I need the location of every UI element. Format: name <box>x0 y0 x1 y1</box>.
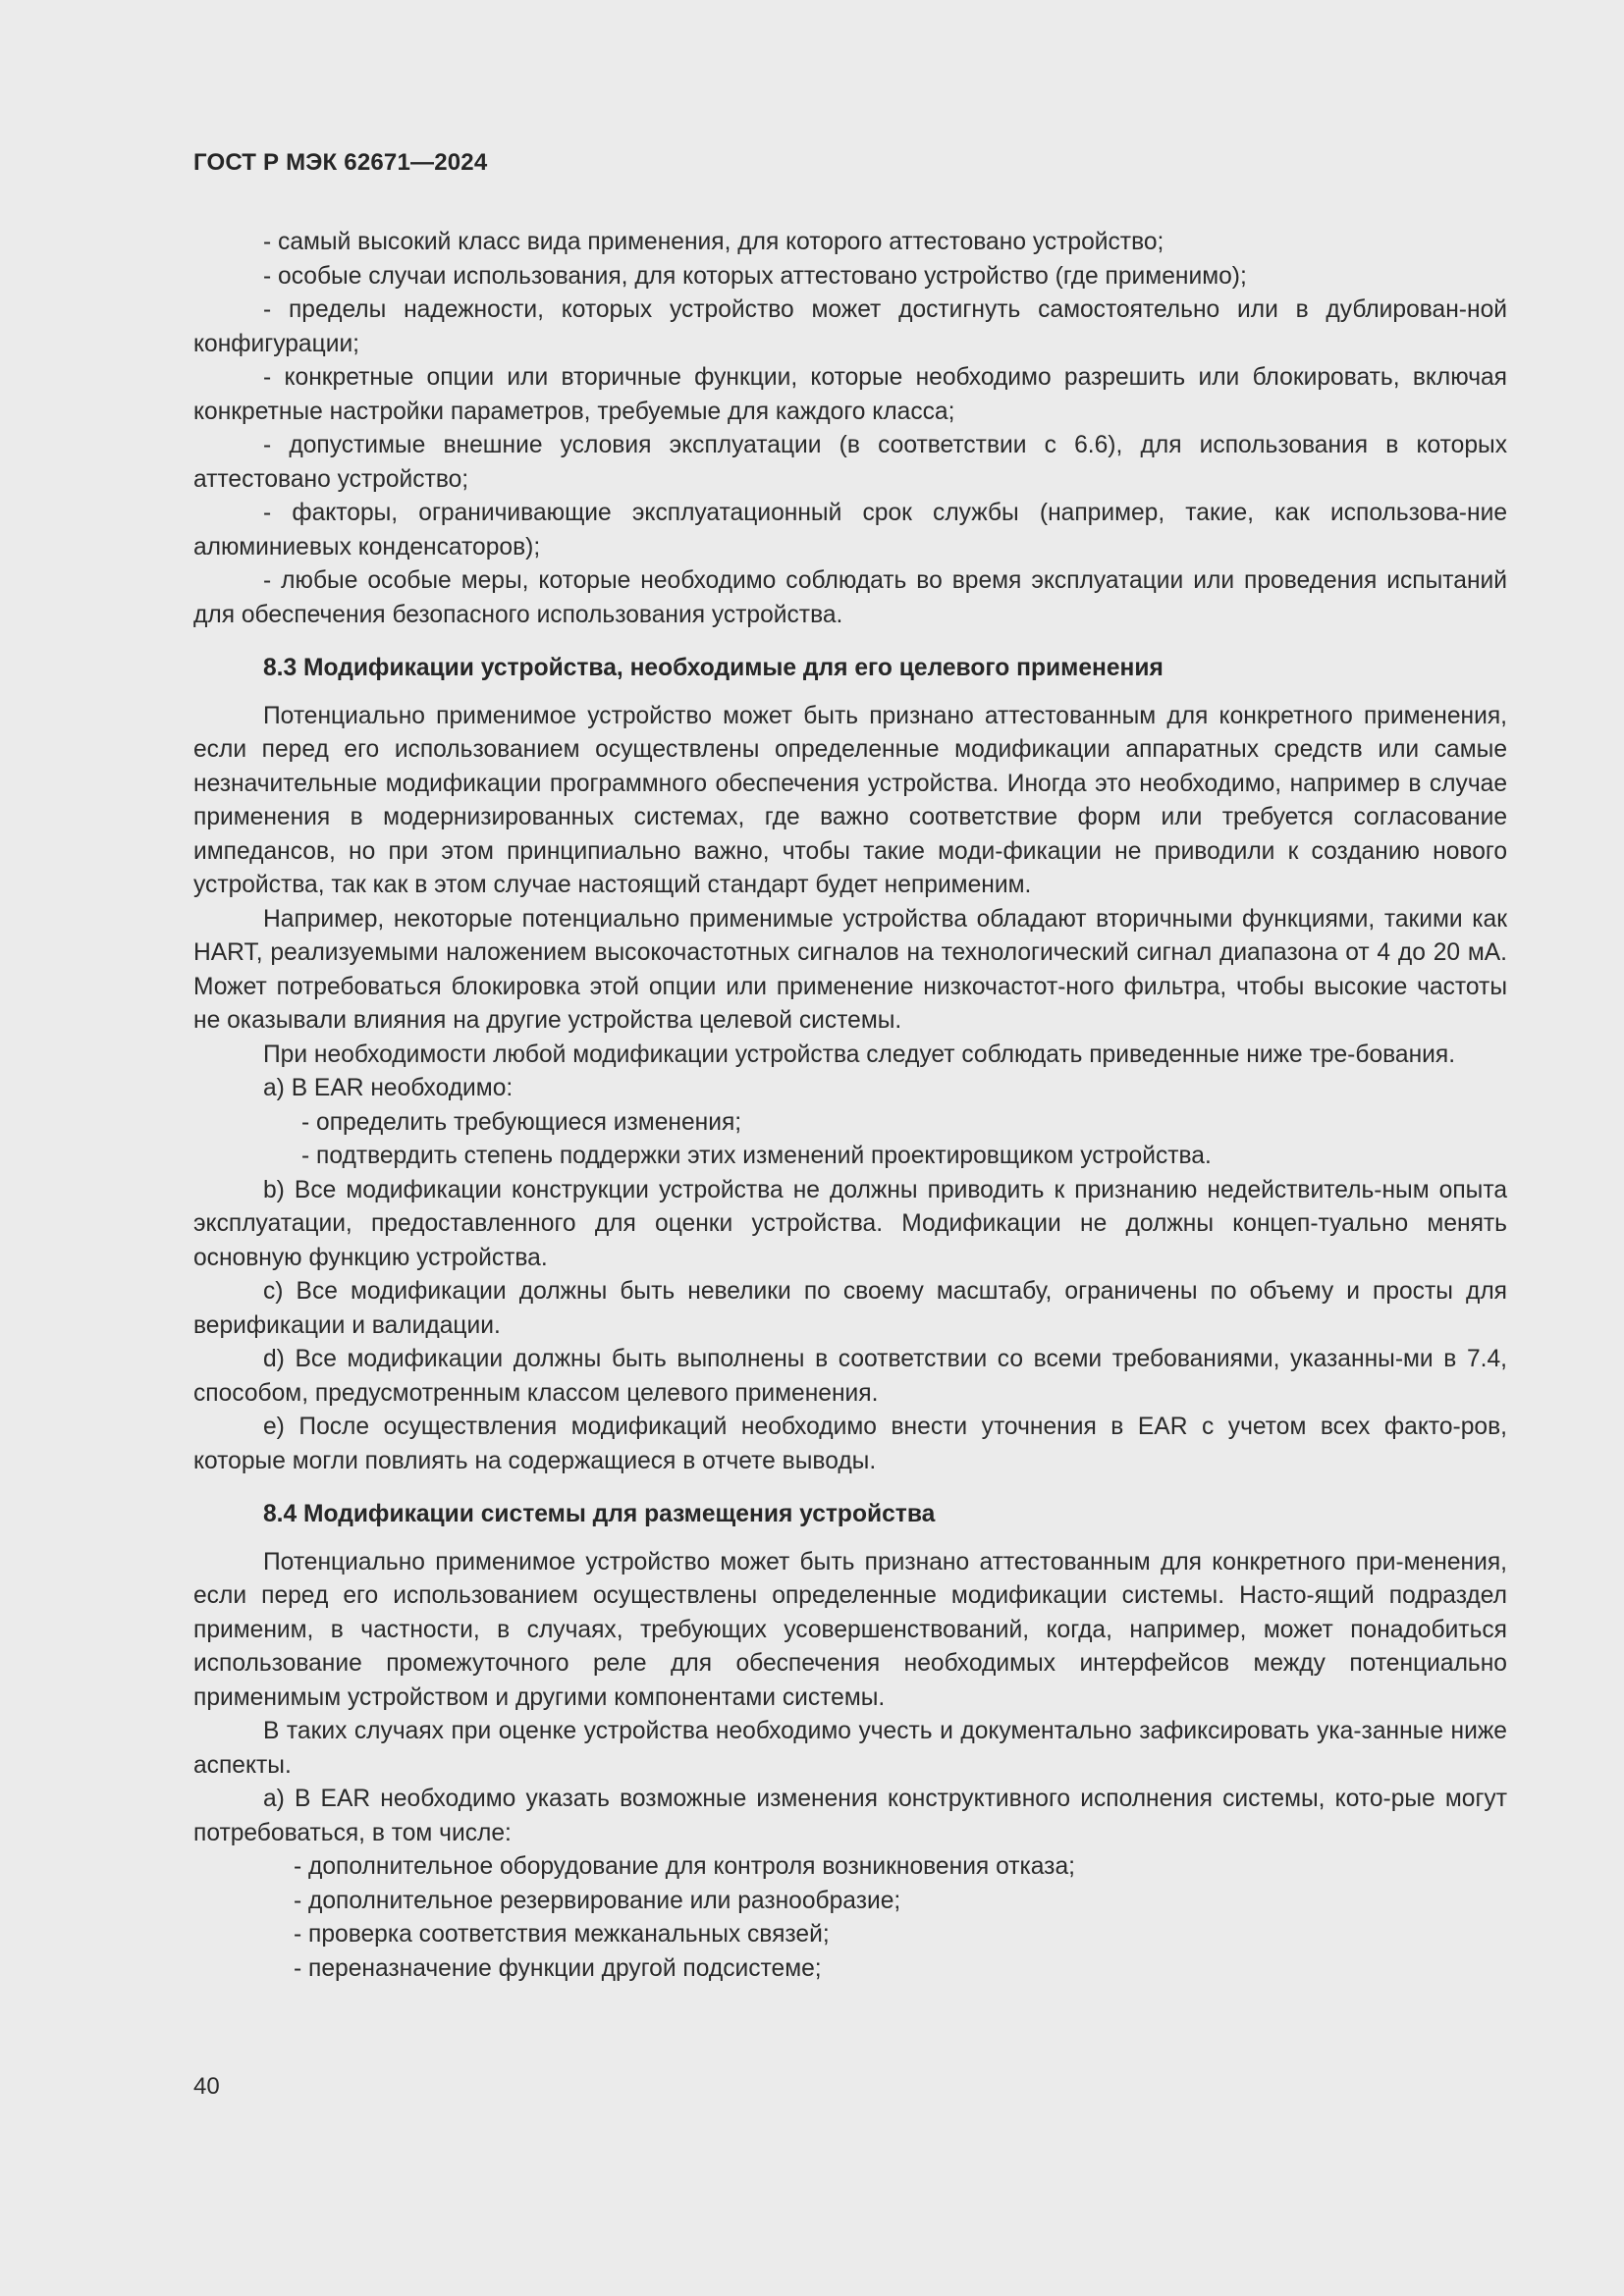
list-item: - любые особые меры, которые необходимо соблюдать во время эксплуатации или проведения испытаний для обеспечения безопасного использования устройства. <box>193 567 1507 628</box>
sub-list-item: - определить требующиеся изменения; <box>301 1108 742 1136</box>
enumerated-item-c: c) Все модификации должны быть невелики по своему масштабу, ограничены по объему и просты для верификации и валидации. <box>193 1278 1507 1339</box>
enumerated-item-d: d) Все модификации должны быть выполнены в соответствии со всеми требованиями, указанны-ми в 7.4, способом, предусмотренным классом целевого применения. <box>193 1346 1507 1407</box>
sub-list-item: - дополнительное резервирование или разнообразие; <box>294 1887 901 1914</box>
paragraph: Потенциально применимое устройство может быть признано аттестованным для конкретного применения, если перед его использованием осуществлены определенные модификации аппаратных средств или самые незначительные модификации программного обеспечения устройства. Иногда это необходимо, например в случае применения в модернизированных системах, где важно соответствие форм или требуется согласование импедансов, но при этом принципиально важно, чтобы такие моди-фикации не приводили к созданию нового устройства, так как в этом случае настоящий стандарт будет неприменим. <box>193 702 1507 898</box>
list-item: - допустимые внешние условия эксплуатации (в соответствии с 6.6), для использования в которых аттестовано устройство; <box>193 432 1507 493</box>
enumerated-item-a: а) В EAR необходимо: <box>263 1075 514 1101</box>
list-item: - конкретные опции или вторичные функции, которые необходимо разрешить или блокировать, включая конкретные настройки параметров, требуемые для каждого класса; <box>193 364 1507 425</box>
sub-list-item: - подтвердить степень поддержки этих изменений проектировщиком устройства. <box>301 1143 1212 1169</box>
enumerated-item-a: а) В EAR необходимо указать возможные изменения конструктивного исполнения системы, кото-рые могут потребоваться, в том числе: <box>193 1786 1507 1846</box>
document-page <box>193 0 1507 2296</box>
page-content <box>193 226 1507 1986</box>
standard-header: ГОСТ Р МЭК 62671—2024 <box>193 149 488 176</box>
paragraph: В таких случаях при оценке устройства необходимо учесть и документально зафиксировать ука-занные ниже аспекты. <box>193 1718 1507 1779</box>
list-item: - факторы, ограничивающие эксплуатационный срок службы (например, такие, как использова-ние алюминиевых конденсаторов); <box>193 500 1507 561</box>
enumerated-item-e: e) После осуществления модификаций необходимо внести уточнения в EAR с учетом всех факто-ров, которые могли повлиять на содержащиеся в отчете выводы. <box>193 1414 1507 1474</box>
page-number: 40 <box>193 2073 220 2100</box>
sub-list-item: - переназначение функции другой подсистеме; <box>294 1954 822 1982</box>
section-heading-8-3: 8.3 Модификации устройства, необходимые для его целевого применения <box>263 655 1164 681</box>
list-item: - пределы надежности, которых устройство может достигнуть самостоятельно или в дублирован-ной конфигурации; <box>193 296 1507 357</box>
paragraph: Потенциально применимое устройство может быть признано аттестованным для конкретного при-менения, если перед его использованием осуществлены определенные модификации системы. Насто-ящий подраздел применим, в частности, в случаях, требующих усовершенствований, когда, например, может понадобиться использование промежуточного реле для обеспечения необходимых интерфейсов между потенциально применимым устройством и другими компонентами системы. <box>193 1548 1507 1711</box>
sub-list-item: - дополнительное оборудование для контроля возникновения отказа; <box>294 1853 1075 1880</box>
paragraph: При необходимости любой модификации устройства следует соблюдать приведенные ниже тре-бования. <box>263 1041 1456 1068</box>
section-heading-8-4: 8.4 Модификации системы для размещения устройства <box>263 1501 936 1527</box>
list-item: - особые случаи использования, для которых аттестовано устройство (где применимо); <box>263 262 1247 290</box>
list-item: - самый высокий класс вида применения, для которого аттестовано устройство; <box>263 229 1164 255</box>
enumerated-item-b: b) Все модификации конструкции устройства не должны приводить к признанию недействитель-ным опыта эксплуатации, предоставленного для оценки устройства. Модификации не должны концеп-туально менять основную функцию устройства. <box>193 1176 1507 1271</box>
paragraph: Например, некоторые потенциально применимые устройства обладают вторичными функциями, такими как HART, реализуемыми наложением высокочастотных сигналов на технологический сигнал диапазона от 4 до 20 мА. Может потребоваться блокировка этой опции или применение низкочастот-ного фильтра, чтобы высокие частоты не оказывали влияния на другие устройства целевой системы. <box>193 905 1507 1034</box>
sub-list-item: - проверка соответствия межканальных связей; <box>294 1921 830 1948</box>
